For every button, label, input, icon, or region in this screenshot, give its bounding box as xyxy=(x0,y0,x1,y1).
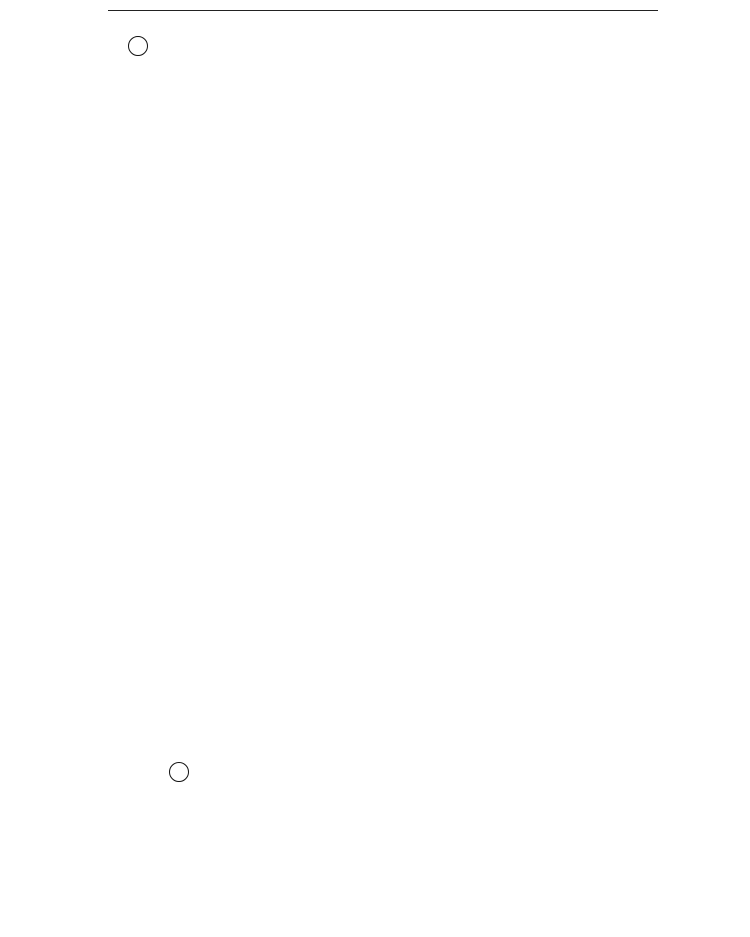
badge-b xyxy=(128,36,148,56)
badge-e xyxy=(169,762,189,782)
model-23-text xyxy=(438,814,740,920)
